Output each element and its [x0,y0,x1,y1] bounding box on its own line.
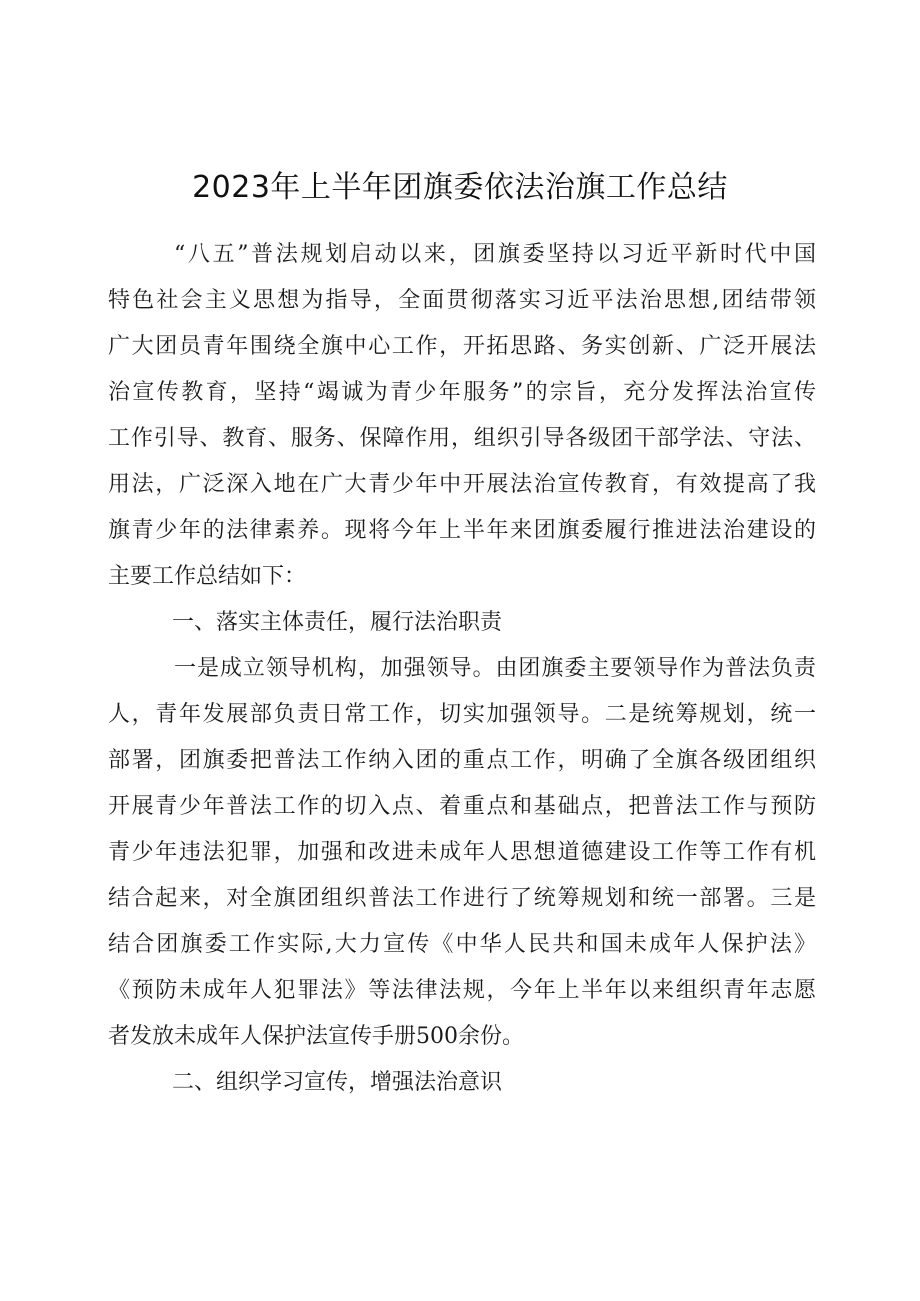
text-line: 《预防未成年人犯罪法》等法律法规，今年上半年以来组织青年志愿 [108,978,816,1003]
text-line: 主要工作总结如下： [108,564,307,589]
text-line: 用法，广泛深入地在广大青少年中开展法治宣传教育，有效提高了我 [108,472,816,497]
text-line: 人，青年发展部负责日常工作，切实加强领导。二是统筹规划，统一 [108,702,816,727]
section-heading-2: 二、组织学习宣传，增强法治意识 [172,1070,503,1095]
text-line: 旗青少年的法律素养。现将今年上半年来团旗委履行推进法治建设的 [108,518,816,543]
text-line: 部署，团旗委把普法工作纳入团的重点工作，明确了全旗各级团组织 [108,748,816,773]
paragraph-intro [108,232,816,600]
text-line: 结合团旗委工作实际,大力宣传《中华人民共和国未成年人保护法》 [108,932,816,957]
document-title: 2023年上半年团旗委依法治旗工作总结 [192,170,728,205]
text-line: 青少年违法犯罪，加强和改进未成年人思想道德建设工作等工作有机 [108,840,816,865]
text-line: 广大团员青年围绕全旗中心工作，开拓思路、务实创新、广泛开展法 [108,334,816,359]
text-line: 工作引导、教育、服务、保障作用，组织引导各级团干部学法、守法、 [108,426,816,451]
document-body [108,232,816,1106]
paragraph-section-1 [108,646,816,1060]
text-line: 结合起来，对全旗团组织普法工作进行了统筹规划和统一部署。三是 [108,886,816,911]
text-line: 开展青少年普法工作的切入点、着重点和基础点，把普法工作与预防 [108,794,816,819]
text-line: “八五”普法规划启动以来，团旗委坚持以习近平新时代中国 [174,242,816,267]
text-line: 治宣传教育，坚持“竭诚为青少年服务”的宗旨，充分发挥法治宣传 [108,380,816,405]
text-line: 者发放未成年人保护法宣传手册500余份。 [108,1024,524,1049]
text-line: 特色社会主义思想为指导，全面贯彻落实习近平法治思想,团结带领 [108,288,816,313]
text-line: 一是成立领导机构，加强领导。由团旗委主要领导作为普法负责 [174,656,816,681]
section-heading-1: 一、落实主体责任，履行法治职责 [172,610,503,635]
